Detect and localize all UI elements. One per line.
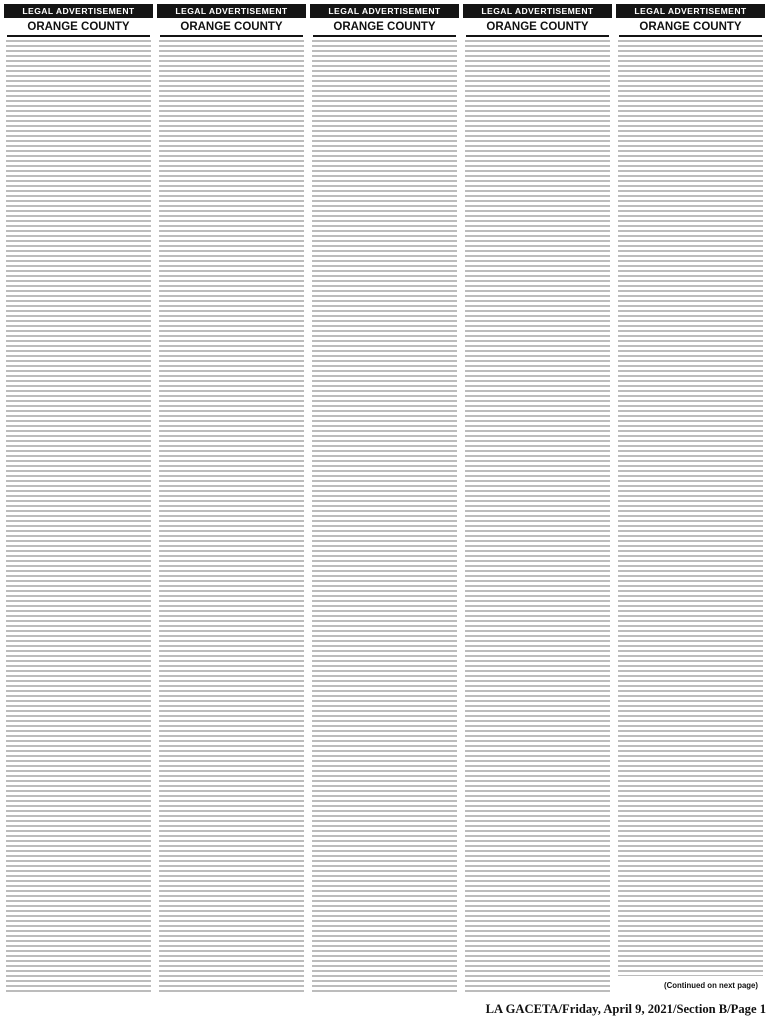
legal-advertisement-banner: LEGAL ADVERTISEMENT — [463, 4, 612, 18]
county-heading: ORANGE COUNTY — [639, 21, 742, 33]
county-heading-rule — [466, 35, 609, 37]
county-heading: ORANGE COUNTY — [27, 21, 130, 33]
county-heading-rule — [313, 35, 456, 37]
column-3 — [310, 4, 459, 994]
legal-advertisement-banner: LEGAL ADVERTISEMENT — [157, 4, 306, 18]
column-text-placeholder — [618, 40, 763, 994]
column-1 — [4, 4, 153, 994]
column-5 — [616, 4, 765, 994]
column-text-placeholder — [312, 40, 457, 994]
county-heading: ORANGE COUNTY — [486, 21, 589, 33]
column-2 — [157, 4, 306, 994]
column-text-placeholder — [159, 40, 304, 994]
column-4 — [463, 4, 612, 994]
legal-advertisement-banner: LEGAL ADVERTISEMENT — [616, 4, 765, 18]
county-heading-rule — [7, 35, 150, 37]
county-heading: ORANGE COUNTY — [333, 21, 436, 33]
column-text-placeholder — [6, 40, 151, 994]
county-heading-rule — [160, 35, 303, 37]
column-text-placeholder — [465, 40, 610, 994]
continued-note: (Continued on next page) — [664, 981, 758, 990]
page-footer — [4, 997, 766, 1017]
page-folio: LA GACETA/Friday, April 9, 2021/Section B/Page 1 — [485, 1002, 766, 1016]
legal-columns — [4, 4, 766, 994]
county-heading: ORANGE COUNTY — [180, 21, 283, 33]
legal-advertisement-banner: LEGAL ADVERTISEMENT — [4, 4, 153, 18]
county-heading-rule — [619, 35, 762, 37]
newspaper-page — [4, 4, 766, 1020]
legal-advertisement-banner: LEGAL ADVERTISEMENT — [310, 4, 459, 18]
